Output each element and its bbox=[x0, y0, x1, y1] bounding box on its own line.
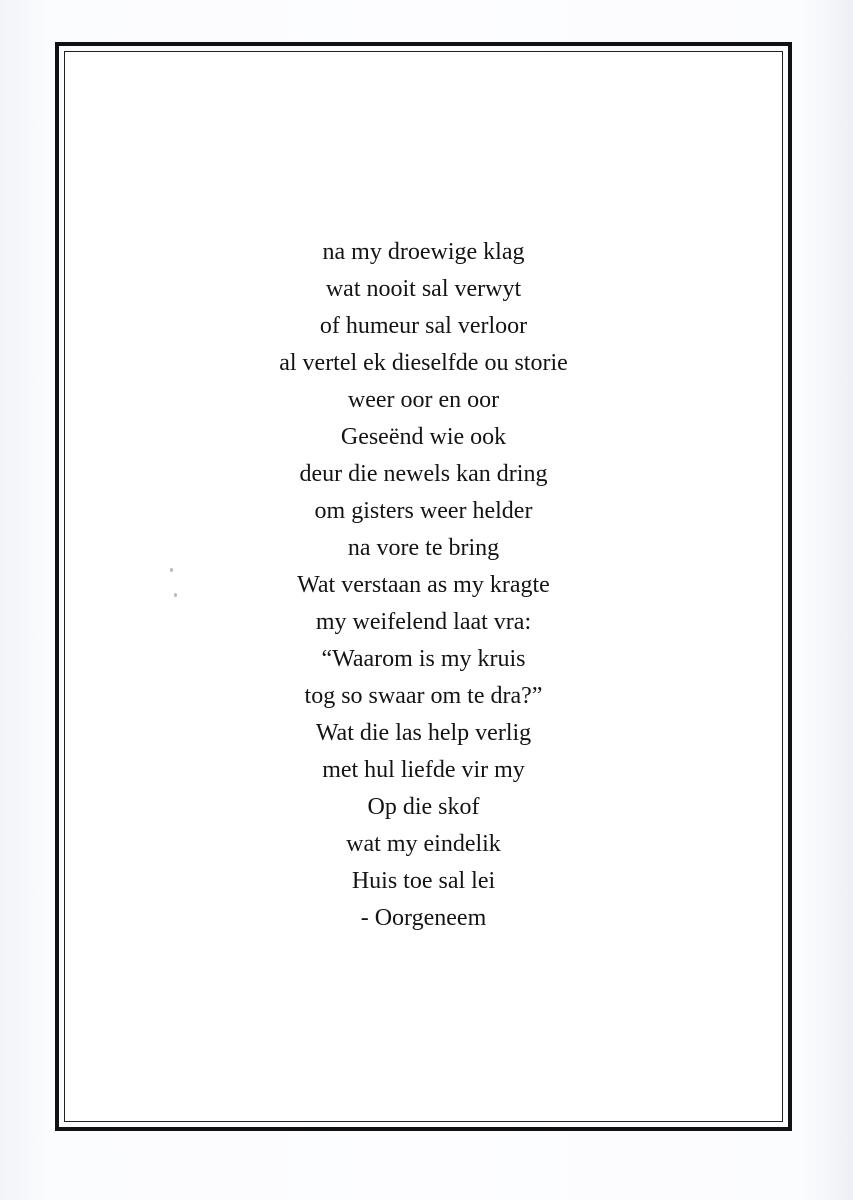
poem-line: deur die newels kan dring bbox=[299, 461, 548, 487]
poem-line: wat my eindelik bbox=[346, 831, 501, 857]
poem-line: Wat verstaan as my kragte bbox=[297, 572, 550, 598]
poem-line: Wat die las help verlig bbox=[315, 720, 532, 746]
poem-line: na vore te bring bbox=[347, 535, 500, 561]
poem-line: wat nooit sal verwyt bbox=[325, 276, 522, 302]
poem-line: Huis toe sal lei bbox=[351, 868, 496, 894]
poem-line: of humeur sal verloor bbox=[319, 313, 528, 339]
poem-line: al vertel ek dieselfde ou storie bbox=[279, 350, 568, 376]
poem-line: om gisters weer helder bbox=[314, 498, 533, 524]
poem-line: weer oor en oor bbox=[347, 387, 500, 413]
poem-line: na my droewige klag bbox=[322, 239, 525, 265]
poem-line: “Waarom is my kruis bbox=[321, 646, 526, 672]
poem-attribution: - Oorgeneem bbox=[360, 905, 487, 931]
poem-line: my weifelend laat vra: bbox=[315, 609, 532, 635]
scan-speck bbox=[170, 568, 173, 572]
poem-line: met hul liefde vir my bbox=[322, 757, 525, 783]
poem-line: Geseënd wie ook bbox=[340, 424, 507, 450]
poem-line: Op die skof bbox=[367, 794, 480, 820]
poem-line: tog so swaar om te dra?” bbox=[304, 683, 543, 709]
poem-text bbox=[64, 234, 783, 937]
scan-speck bbox=[174, 593, 177, 597]
